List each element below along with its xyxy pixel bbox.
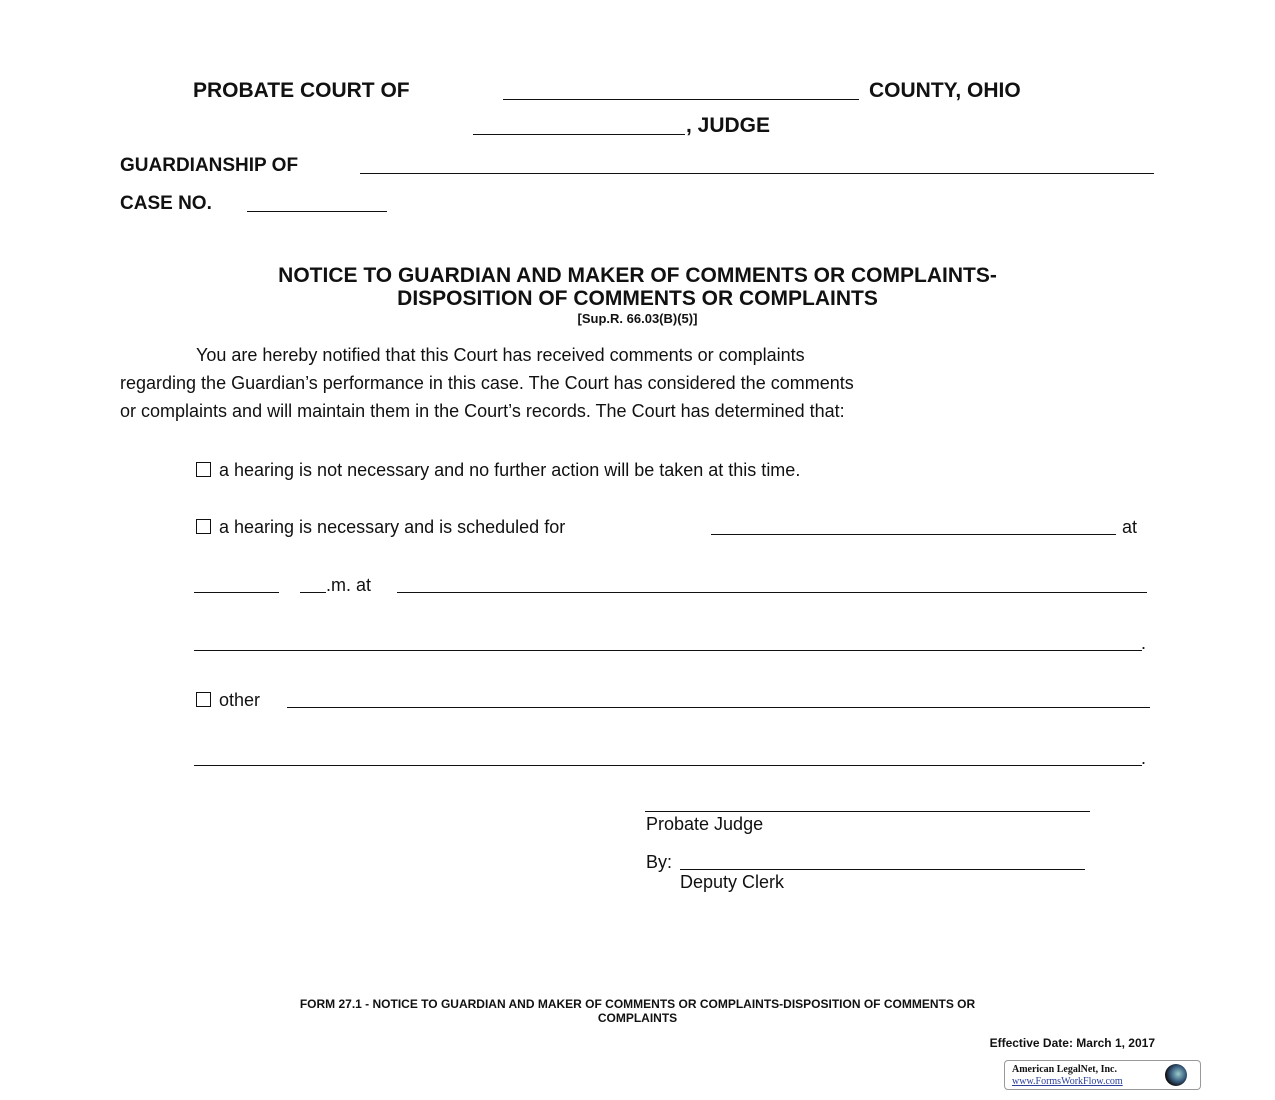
body-line2: regarding the Guardian’s performance in this case. The Court has considered the comments [120,373,854,393]
body-line1: You are hereby notified that this Court has received comments or complaints [196,345,805,365]
court-prefix: PROBATE COURT OF [193,79,410,102]
option-label: other [219,690,261,710]
probate-judge-label: Probate Judge [646,814,764,834]
form-title-line1: NOTICE TO GUARDIAN AND MAKER OF COMMENTS OR COMPLAINTS- [278,264,997,287]
time-suffix: .m. at [326,575,372,595]
checkbox[interactable] [196,692,211,707]
time-blank[interactable] [194,592,279,593]
logo-url[interactable]: www.FormsWorkFlow.com [1012,1076,1123,1087]
logo-company: American LegalNet, Inc. [1012,1064,1117,1075]
clerk-signature-line[interactable] [680,869,1085,870]
case-label: CASE NO. [120,193,212,214]
form-title-line2: DISPOSITION OF COMMENTS OR COMPLAINTS [397,287,878,310]
court-suffix: COUNTY, OHIO [869,79,1021,102]
location-blank-2[interactable] [194,650,1142,651]
location-blank[interactable] [397,592,1147,593]
checkbox[interactable] [196,519,211,534]
other-blank[interactable] [287,707,1150,708]
effective-date: Effective Date: March 1, 2017 [989,1036,1155,1050]
other-blank-2[interactable] [194,765,1142,766]
hearing-date-blank[interactable] [711,534,1116,535]
form-footer-line1: FORM 27.1 - NOTICE TO GUARDIAN AND MAKER OF COMMENTS OR COMPLAINTS-DISPOSITION OF COMMENTS OR [299,997,976,1011]
judge-signature-line[interactable] [645,811,1090,812]
option-other[interactable] [196,690,260,711]
period: . [1141,748,1147,768]
guardianship-blank[interactable] [360,173,1154,174]
county-blank[interactable] [503,99,859,100]
judge-label: , JUDGE [686,114,771,137]
deputy-clerk-label: Deputy Clerk [680,872,785,892]
form-footer-line2: COMPLAINTS [597,1011,678,1025]
body-line3: or complaints and will maintain them in the Court’s records. The Court has determined that: [120,401,845,421]
at-label: at [1122,517,1138,537]
by-label: By: [646,852,673,872]
option-label: a hearing is not necessary and no further action will be taken at this time. [219,460,801,480]
legalnet-logo [1004,1060,1201,1090]
am-pm-blank[interactable] [300,592,326,593]
checkbox[interactable] [196,462,211,477]
option-hearing[interactable] [196,517,565,538]
rule-citation: [Sup.R. 66.03(B)(5)] [577,311,698,326]
case-blank[interactable] [247,211,387,212]
option-label: a hearing is necessary and is scheduled for [219,517,566,537]
guardianship-label: GUARDIANSHIP OF [120,155,299,176]
period: . [1141,633,1147,653]
judge-blank[interactable] [473,134,685,135]
option-no-hearing[interactable] [196,460,800,481]
globe-icon [1165,1064,1187,1086]
